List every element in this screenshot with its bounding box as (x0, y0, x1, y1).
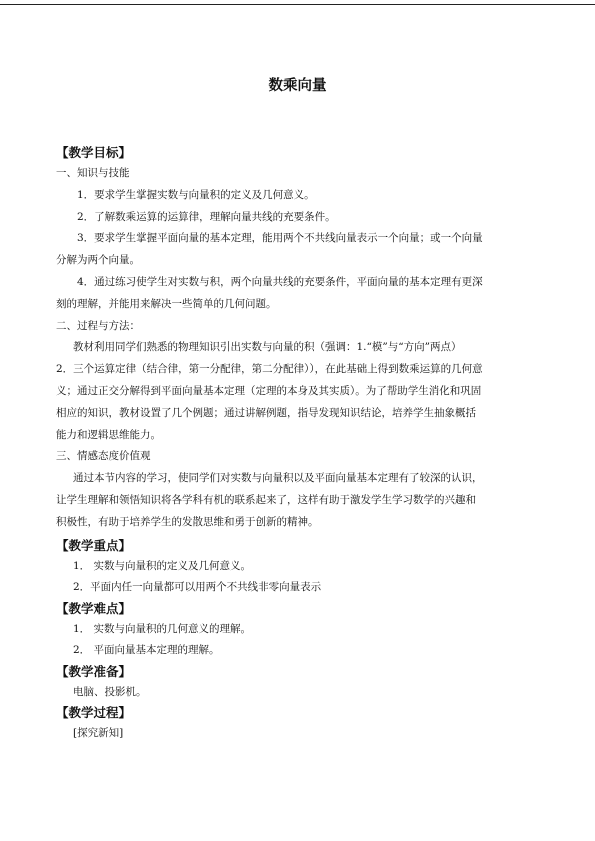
knowledge-item-2: 2．了解数乘运算的运算律，理解向量共线的充要条件。 (77, 210, 336, 223)
process-line-4: 相应的知识，教材设置了几个例题；通过讲解例题，指导发现知识结论，培养学生抽象概括 (56, 406, 476, 419)
page-title: 数乘向量 (268, 78, 327, 94)
process-line-5: 能力和逻辑思维能力。 (56, 428, 161, 441)
goals-heading: 【教学目标】 (56, 145, 132, 160)
top-rule (0, 4, 595, 5)
preparation-text: 电脑、投影机。 (73, 685, 147, 698)
teaching-process-text: [探究新知] (73, 727, 124, 740)
attitude-line-1: 通过本节内容的学习，使同学们对实数与向量积以及平面向量基本定理有了较深的认识， (73, 472, 483, 485)
knowledge-item-1: 1．要求学生掌握实数与向量积的定义及几何意义。 (77, 188, 315, 201)
key-point-1: 1． 实数与向量积的定义及几何意义。 (73, 559, 252, 572)
knowledge-item-3: 3．要求学生掌握平面向量的基本定理，能用两个不共线向量表示一个向量；或一个向量 (77, 232, 483, 245)
difficult-point-1: 1． 实数与向量积的几何意义的理解。 (73, 622, 252, 635)
preparation-heading: 【教学准备】 (56, 663, 132, 679)
document-body (56, 143, 539, 745)
process-heading: 二、过程与方法： (56, 319, 140, 332)
teaching-process-heading: 【教学过程】 (56, 705, 132, 721)
key-point-2: 2．平面内任一向量都可以用两个不共线非零向量表示 (73, 581, 322, 594)
difficult-points-heading: 【教学难点】 (56, 600, 132, 616)
knowledge-heading: 一、知识与技能 (56, 167, 130, 179)
knowledge-item-4: 4．通过练习使学生对实数与积，两个向量共线的充要条件，平面向量的基本定理有更深 (77, 275, 483, 288)
process-line-1: 教材利用同学们熟悉的物理知识引出实数与向量的积（强调：1.“模”与“方向”两点） (73, 341, 462, 354)
difficult-point-2: 2． 平面向量基本定理的理解。 (73, 644, 220, 657)
knowledge-item-3-cont: 分解为两个向量。 (56, 254, 140, 267)
key-points-heading: 【教学重点】 (56, 537, 132, 553)
attitude-line-2: 让学生理解和领悟知识将各学科有机的联系起来了，这样有助于激发学生学习数学的兴趣和 (56, 493, 476, 506)
knowledge-item-4-cont: 刻的理解，并能用来解决一些简单的几何问题。 (56, 297, 277, 310)
attitude-line-3: 积极性，有助于培养学生的发散思维和勇于创新的精神。 (56, 515, 319, 528)
process-line-3: 义；通过正交分解得到平面向量基本定理（定理的本身及其实质）。为了帮助学生消化和巩固 (56, 384, 482, 397)
attitude-heading: 三、情感态度价值观 (56, 450, 151, 463)
process-line-2: 2．三个运算定律（结合律，第一分配律，第二分配律）），在此基础上得到数乘运算的几何意 (56, 363, 483, 376)
